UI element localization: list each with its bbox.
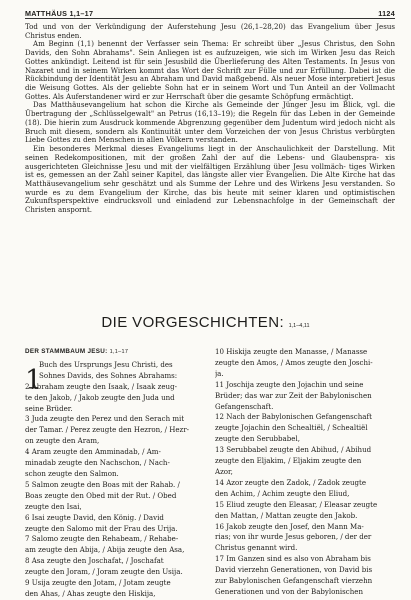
verse-line: 2 Abraham zeugte den Isaak, / Isaak zeug- (25, 381, 177, 391)
verse-line: zeugte den Eljakim, / Eljakim zeugte den (215, 456, 362, 466)
verse-line: zeugte den Salomo mit der Frau des Urija. (25, 523, 178, 533)
section-title-ref: 1,1–4,11 (288, 323, 310, 329)
verse-line: 14 Azor zeugte den Zadok, / Zadok zeugte (215, 477, 367, 487)
verse-line: Brüder; das war zur Zeit der Babylonischen (215, 390, 372, 400)
intro-line: Das Matthäusevangelium hat schon die Kirche als Gemeinde der Jünger Jesu im Blick, vgl. (33, 100, 385, 110)
intro-line: tiges Wirken ist es, gemessen an der Zahl seiner Kapitel, das längste aller vier Evangelien. (25, 161, 395, 180)
intro-line: Tod und von der Verkündigung der Auferstehung Jesu (26,1–28,20) das Evangelium über (25, 22, 377, 31)
intro-line: von Jesus Christus verbürgten Liebe Gottes zu den Menschen in allen Völkern verstanden. (25, 126, 395, 145)
verse-line: rias; von ihr wurde Jesus geboren, / der der (215, 532, 372, 542)
verse-line: zeugte den Amos, / Amos zeugte den Joschi- (215, 357, 373, 367)
verse-line: zeugte Jojachin den Schealtiël, / Schealtiël (215, 423, 368, 433)
intro-line: seiner klaren und optimistischen Zukunftsperspektive eindrucksvoll und einladend zur (25, 187, 395, 206)
verse-line: 5 Salmon zeugte den Boas mit der Rahab. / (25, 479, 180, 489)
verse-line: den Mattan, / Mattan zeugte den Jakob. (215, 510, 358, 520)
intro-line: xis ausgerichteten Gleichnisse Jesu und mit der vielfältigen Erzählung über Jesu vollmäch- (25, 152, 395, 171)
page-number: 1124 (378, 9, 395, 18)
header-rule (25, 18, 395, 19)
verse-line: 13 Serubbabel zeugte den Abihud, / Abihud (215, 445, 372, 455)
chapter-number: 1 (25, 364, 43, 396)
verse-line: 12 Nach der Babylonischen Gefangenschaft (215, 412, 372, 422)
verse-line: 7 Salomo zeugte den Rehabeam, / Rehabe- (25, 534, 179, 544)
verse-line: 17 Im Ganzen sind es also von Abraham bis (215, 554, 371, 564)
right-column (215, 347, 395, 598)
verse-line: ja. (215, 368, 224, 378)
verse-line: 10 Hiskija zeugte den Manasse, / Manasse (215, 347, 368, 356)
verse-line: te den Jakob, / Jakob zeugte den Juda und (25, 392, 175, 402)
subheading-ref: 1,1–17 (109, 349, 129, 355)
verse-line: David vierzehn Generationen, von David bis (215, 565, 373, 575)
verse-line: 15 Eliud zeugte den Eleasar, / Eleasar zeugte (215, 499, 378, 509)
verse-line: Sohnes Davids, des Sohnes Abrahams: (39, 370, 178, 380)
intro-line: wird jedoch nicht als Bruch mit diesem, sondern als Kontinuität unter dem Vorzeichen der (25, 117, 395, 136)
verse-line: den Ahas, / Ahas zeugte den Hiskija, (25, 588, 156, 598)
verse-line: Gefangenschaft. (215, 401, 274, 411)
verse-line: Azor, (215, 466, 233, 476)
intro-line: Mit seinen Redekompositionen, mit der großen Zahl der auf die Lebens- und Glaubenspra- (25, 144, 395, 162)
verse-line: Christus genannt wird. (215, 543, 298, 553)
section-title (0, 314, 411, 331)
introduction-text (25, 23, 395, 215)
verse-line: seine Brüder. (25, 403, 73, 413)
intro-paragraph (25, 40, 395, 101)
intro-line: Fülle und zur Erfüllung. Dabei ist die Rückbindung der Identität Jesu an Abraham und David (25, 65, 396, 84)
running-header (25, 4, 395, 19)
intro-line: die Übertragung der „Schlüsselgewalt" an Petrus (16,13–19); die Regeln für das Leben in der (25, 100, 395, 119)
verse-line: Boas zeugte den Obed mit der Rut. / Obed (25, 490, 177, 500)
section-title-text: DIE VORGESCHICHTEN: (101, 314, 285, 331)
verse-line: zeugte den Isai, (25, 501, 82, 511)
verse-line: 9 Usija zeugte den Jotam, / Jotam zeugte (25, 578, 171, 588)
verse-line: am zeugte den Abija, / Abija zeugte den Asa, (25, 545, 185, 555)
verse-line: der Tamar. / Perez zeugte den Hezron, / Hezr- (25, 425, 189, 435)
intro-line: Am Beginn (1,1) benennt der Verfasser sein Thema: Er schreibt über „Jesus Christus, den (33, 39, 377, 49)
intro-line: Jesus Christus enden. (25, 22, 395, 40)
intro-line: Lebensnachfolge in der Gemeinschaft der Christen anspornt. (25, 196, 395, 215)
verse-line: den Achim, / Achim zeugte den Eliud, (215, 488, 350, 498)
left-column (25, 347, 205, 600)
intro-line: des Wirkens Jesu verstanden. So wurde es zu dem Evangelium der Kirche, das bis heute mit (25, 178, 395, 197)
verse-line: 4 Aram zeugte den Amminadab, / Am- (25, 447, 161, 457)
verse-line: zeugte den Serubbabel, (215, 434, 300, 444)
verse-line: Generationen und von der Babylonischen (215, 586, 363, 596)
subheading (25, 347, 205, 358)
intro-line: Gemeinde (18). Die hierin zum Ausdruck kommende Abgrenzung gegenüber dem Judentum (25, 109, 395, 127)
verse-line: zeugte den Joram, / Joram zeugte den Usija. (25, 567, 183, 577)
verse-line: 11 Joschija zeugte den Jojachin und seine (215, 379, 364, 389)
verse-line: zur Babylonischen Gefangenschaft vierzehn (215, 576, 373, 586)
verse-line: 6 Isai zeugte David, den König. / David (25, 512, 164, 522)
intro-line: Testaments. In Jesus von Nazaret und in seinem Wirken kommt das Wort der Schrift zur (25, 56, 396, 75)
verse-line: on zeugte den Aram, (25, 436, 100, 446)
verse-line: schon zeugte den Salmon. (25, 468, 119, 478)
verse-line: 8 Asa zeugte den Joschafat, / Joschafat (25, 556, 164, 566)
intro-paragraph (25, 145, 395, 215)
header-reference: MATTHÄUS 1,1–17 (25, 9, 94, 18)
intro-line: zur Herrschaft über die gesamte Schöpfung ermächtigt. (152, 91, 354, 101)
verse-line: 3 Juda zeugte den Perez und den Serach mit (25, 414, 185, 424)
intro-line: Die Alte Kirche hat das Matthäusevangelium sehr geschätzt und als Summe der Lehre und (25, 170, 395, 188)
verse-line: minadab zeugte den Nachschon, / Nach- (25, 458, 170, 468)
intro-line: Ein besonderes Merkmal dieses Evangeliums liegt in der Anschaulichkeit der Darstellung. (33, 144, 383, 154)
intro-line: maßgebend. Als neuer Mose interpretiert Jesus die Weisung Gottes. Als der geliebte Sohn (25, 74, 395, 93)
intro-paragraph (25, 23, 395, 40)
verse-line: 16 Jakob zeugte den Josef, den Mann Ma- (215, 521, 364, 531)
verse-line: Buch des Ursprungs Jesu Christi, des (39, 359, 173, 369)
subheading-text: DER STAMMBAUM JESU: (25, 348, 108, 355)
intro-line: Sohn Davids, den Sohn Abrahams". Sein Anliegen ist es aufzuzeigen, wie sich im Wirken (25, 39, 395, 58)
intro-line: hat er in seinem Wort und Tun Anteil an der Vollmacht Gottes. Als Auferstandener wird er (25, 83, 395, 101)
intro-line: Jesu das Reich Gottes ankündigt. Leitend ist für sein Jesusbild die Überlieferung des Alten (25, 48, 395, 66)
intro-paragraph (25, 101, 395, 145)
